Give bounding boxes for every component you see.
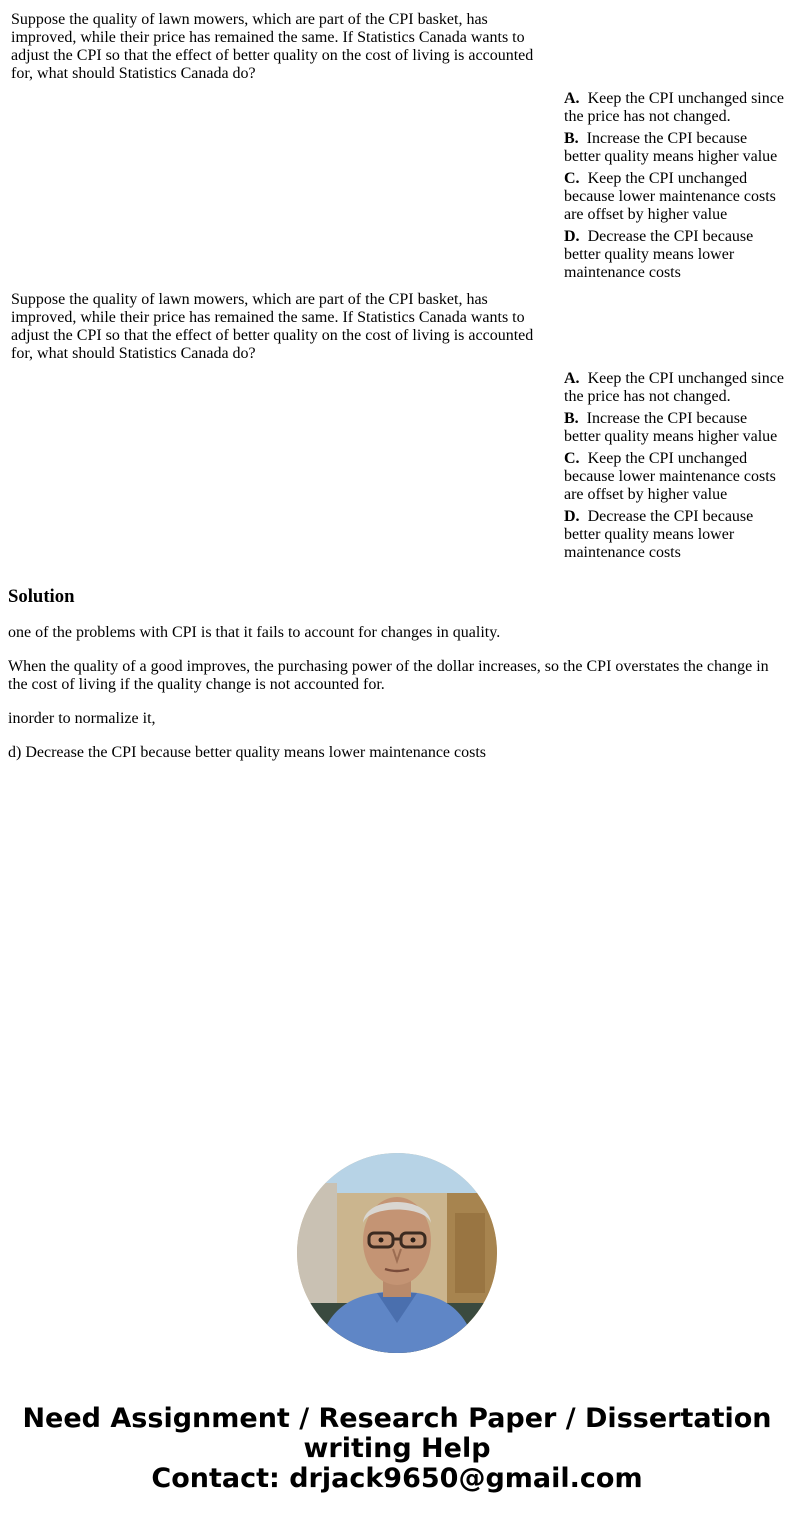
option-letter: C. (564, 450, 580, 467)
option-text: Keep the CPI unchanged because lower maintenance costs are offset by higher value (564, 450, 776, 503)
options-list (564, 90, 786, 286)
option-a (564, 370, 786, 406)
option-d (564, 508, 786, 562)
option-a (564, 90, 786, 126)
promo-line: Need Assignment / Research Paper / Dissertation (22, 1403, 772, 1434)
option-d (564, 228, 786, 282)
option-letter: D. (564, 228, 580, 245)
option-b (564, 410, 786, 446)
question-text: Suppose the quality of lawn mowers, which are part of the CPI basket, has improved, while their price has remained the same. If Statistics Canada wants to adjust the CPI so that the effect of better quality on the cost of living is accounted for, what should Statistics Canada do? (11, 291, 534, 362)
option-b (564, 130, 786, 166)
option-text: Keep the CPI unchanged since the price has not changed. (564, 90, 784, 125)
question-text: Suppose the quality of lawn mowers, which are part of the CPI basket, has improved, while their price has remained the same. If Statistics Canada wants to adjust the CPI so that the effect of better quality on the cost of living is accounted for, what should Statistics Canada do? (11, 11, 534, 82)
option-text: Increase the CPI because better quality means higher value (564, 130, 778, 165)
solution-heading: Solution (8, 586, 75, 607)
option-letter: A. (564, 90, 580, 107)
option-letter: C. (564, 170, 580, 187)
option-c (564, 170, 786, 224)
promo-line: writing Help (303, 1433, 491, 1464)
option-letter: B. (564, 410, 579, 427)
solution-answer: d) Decrease the CPI because better quality means lower maintenance costs (8, 744, 487, 761)
author-portrait (297, 1153, 497, 1353)
option-text: Increase the CPI because better quality means higher value (564, 410, 778, 445)
promo-contact: Contact: drjack9650@gmail.com (151, 1463, 643, 1494)
option-letter: D. (564, 508, 580, 525)
option-text: Keep the CPI unchanged since the price has not changed. (564, 370, 784, 405)
option-text: Decrease the CPI because better quality means lower maintenance costs (564, 508, 754, 561)
solution-paragraph: When the quality of a good improves, the purchasing power of the dollar increases, so the CPI overstates the change in the cost of living if the quality change is not accounted for. (8, 658, 769, 693)
option-letter: A. (564, 370, 580, 387)
options-list (564, 370, 786, 566)
solution-paragraph: one of the problems with CPI is that it fails to account for changes in quality. (8, 624, 501, 641)
option-c (564, 450, 786, 504)
promo-banner (0, 1404, 794, 1494)
solution-section (8, 586, 786, 778)
solution-paragraph: inorder to normalize it, (8, 710, 156, 727)
author-avatar (297, 1153, 497, 1353)
option-letter: B. (564, 130, 579, 147)
option-text: Decrease the CPI because better quality means lower maintenance costs (564, 228, 754, 281)
option-text: Keep the CPI unchanged because lower maintenance costs are offset by higher value (564, 170, 776, 223)
